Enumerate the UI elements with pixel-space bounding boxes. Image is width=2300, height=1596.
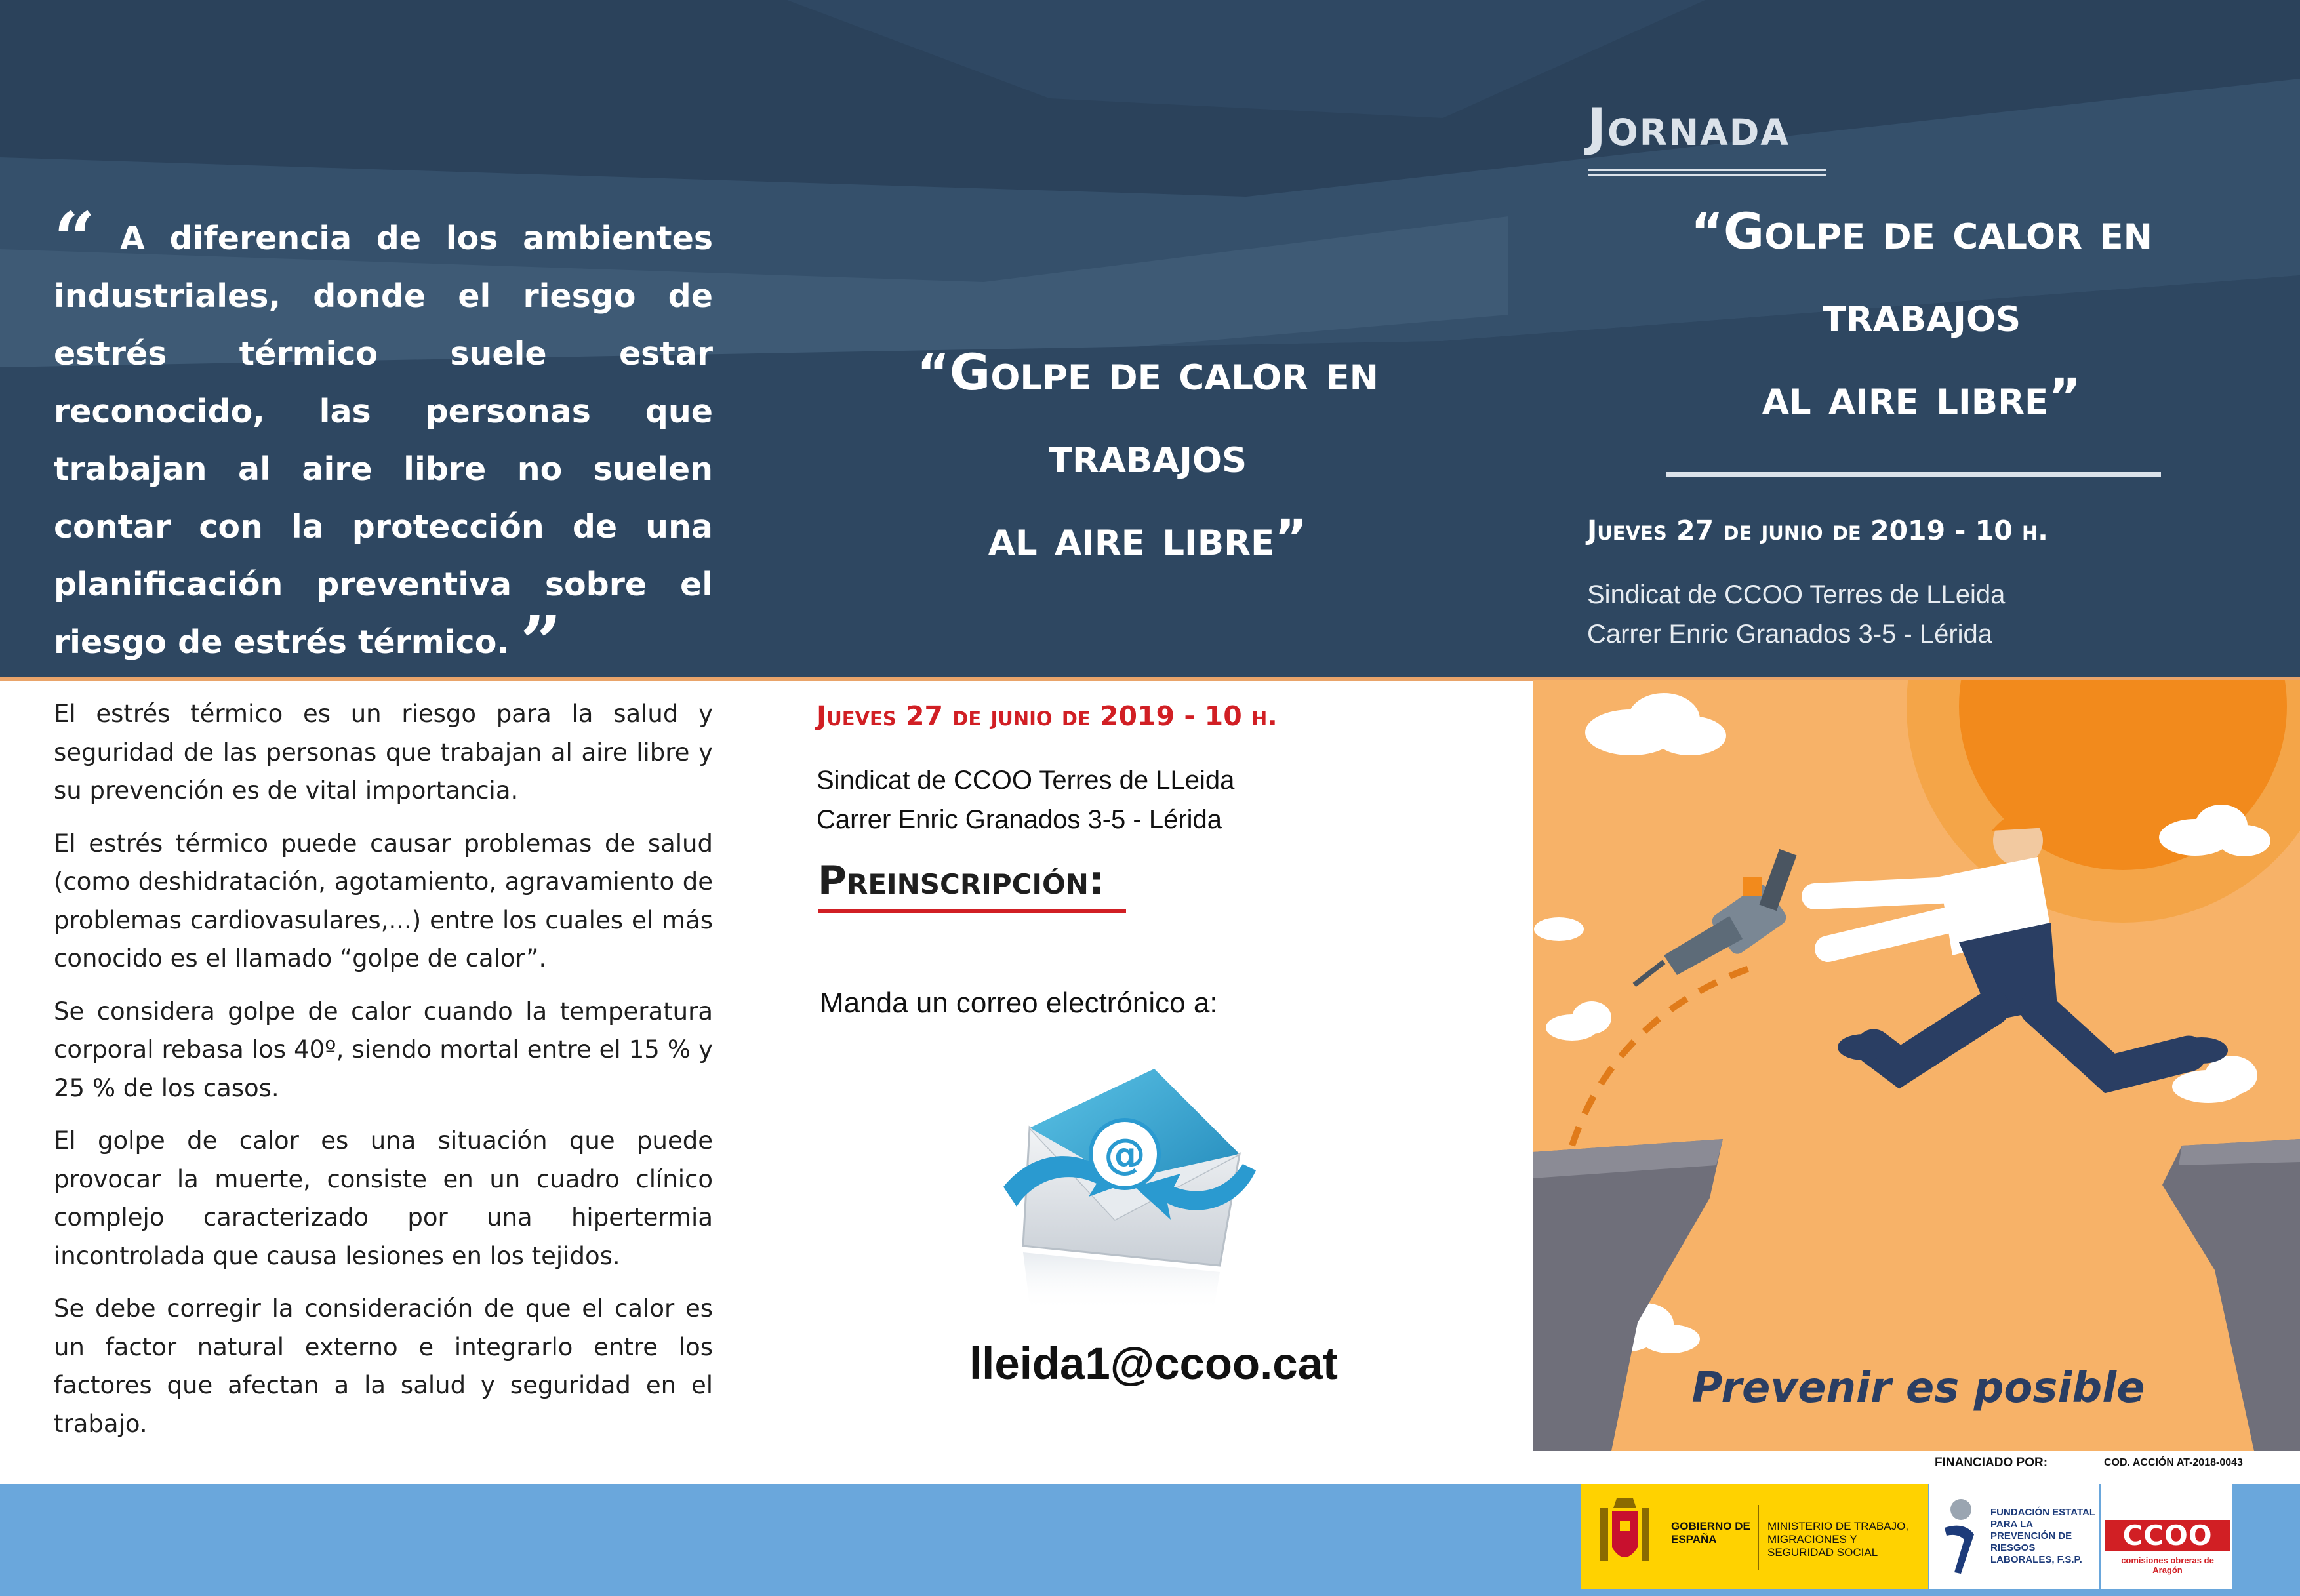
right-address-line1: Sindicat de CCOO Terres de LLeida <box>1587 580 2006 609</box>
contact-email[interactable]: lleida1@ccoo.cat <box>969 1338 1339 1389</box>
middle-title-line1: “Golpe de calor en <box>916 343 1379 401</box>
right-title-rule <box>1666 472 2161 477</box>
logo-divider <box>1758 1505 1759 1570</box>
center-address-line1: Sindicat de CCOO Terres de LLeida <box>817 766 1235 795</box>
gobierno-label: GOBIERNO DE ESPAÑA <box>1671 1520 1750 1546</box>
right-title-line1: “Golpe de calor en <box>1690 202 2152 260</box>
jackhammer-icon <box>1634 849 1797 985</box>
body-paragraph: El golpe de calor es una situación que puede provocar la muerte, consiste en un cuadro clínico complejo caracterizado por una hipertermia incontrolada que causa lesiones en los tejidos. <box>54 1127 713 1270</box>
middle-title-line3: al aire libre” <box>988 508 1308 567</box>
right-title-line2: trabajos <box>1822 285 2021 343</box>
right-title <box>1561 190 2282 438</box>
jump-trajectory <box>1572 968 1749 1146</box>
center-address-line2: Carrer Enric Granados 3-5 - Lérida <box>817 805 1222 834</box>
right-address-line2: Carrer Enric Granados 3-5 - Lérida <box>1587 620 1993 648</box>
at-sign: @ <box>1104 1130 1146 1179</box>
fundacion-logo-icon <box>1935 1495 1987 1580</box>
preinscription-heading: Preinscripción: <box>818 858 1104 904</box>
body-text-column <box>54 695 713 1458</box>
middle-title-line2: trabajos <box>1048 426 1247 484</box>
body-paragraph: El estrés térmico es un riesgo para la salud y seguridad de las personas que trabajan al aire libre y su prevención es de vital importancia. <box>54 700 713 805</box>
right-event-date: Jueves 27 de junio de 2019 - 10 h. <box>1587 515 2048 546</box>
middle-title <box>820 331 1476 579</box>
email-envelope-icon <box>990 1056 1266 1318</box>
spain-coat-of-arms-icon <box>1594 1495 1656 1574</box>
right-title-line3: al aire libre” <box>1762 367 2082 426</box>
center-event-date: Jueves 27 de junio de 2019 - 10 h. <box>817 700 1278 732</box>
funded-by-label: FINANCIADO POR: <box>1935 1456 2048 1469</box>
fundacion-label: FUNDACIÓN ESTATAL PARA LA PREVENCIÓN DE RIESGOS LABORALES, F.S.P. <box>1990 1507 2095 1565</box>
cloud-icon <box>1585 693 1726 755</box>
intro-quote <box>54 196 714 685</box>
send-email-instruction: Manda un correo electrónico a: <box>820 987 1218 1019</box>
jornada-kicker: Jornada <box>1587 98 1790 157</box>
action-code-label: COD. ACCIÓN AT-2018-0043 <box>2104 1457 2243 1468</box>
ministerio-label: MINISTERIO DE TRABAJO, MIGRACIONES Y SEGURIDAD SOCIAL <box>1767 1520 1909 1559</box>
slogan-text: Prevenir es posible <box>1691 1364 2145 1412</box>
jornada-underline-2 <box>1588 174 1826 176</box>
intro-quote-text: A diferencia de los ambientes industriales, donde el riesgo de estrés térmico suele estar reconocido, las personas que trabajan al aire libre no suelen contar con la protección de una planificación preventiva sobre el riesgo de estrés térmico. <box>54 220 714 661</box>
ccoo-logo: CCOO <box>2105 1520 2230 1551</box>
body-paragraph: Se considera golpe de calor cuando la temperatura corporal rebasa los 40º, siendo mortal entre el 15 % y 25 % de los casos. <box>54 997 713 1102</box>
heat-illustration-art <box>1533 680 2300 1451</box>
body-paragraph: El estrés térmico puede causar problemas de salud (como deshidratación, agotamiento, agravamiento de problemas cardiovasulares,...) entre los cuales el más conocido es el llamado “golpe de calor”. <box>54 829 713 972</box>
cloud-icon <box>1534 917 1584 941</box>
ccoo-subtitle: comisiones obreras de Aragón <box>2121 1555 2214 1575</box>
open-quote-mark: “ <box>54 196 96 281</box>
jornada-underline <box>1588 169 1826 171</box>
cloud-icon <box>1546 1001 1611 1041</box>
close-quote-mark: ” <box>520 600 562 685</box>
preinscription-underline <box>818 909 1126 913</box>
worker-illustration <box>1533 680 2300 1451</box>
body-paragraph: Se debe corregir la consideración de que el calor es un factor natural externo e integrarlo entre los factores que afectan a la salud y seguridad en el trabajo. <box>54 1294 713 1438</box>
